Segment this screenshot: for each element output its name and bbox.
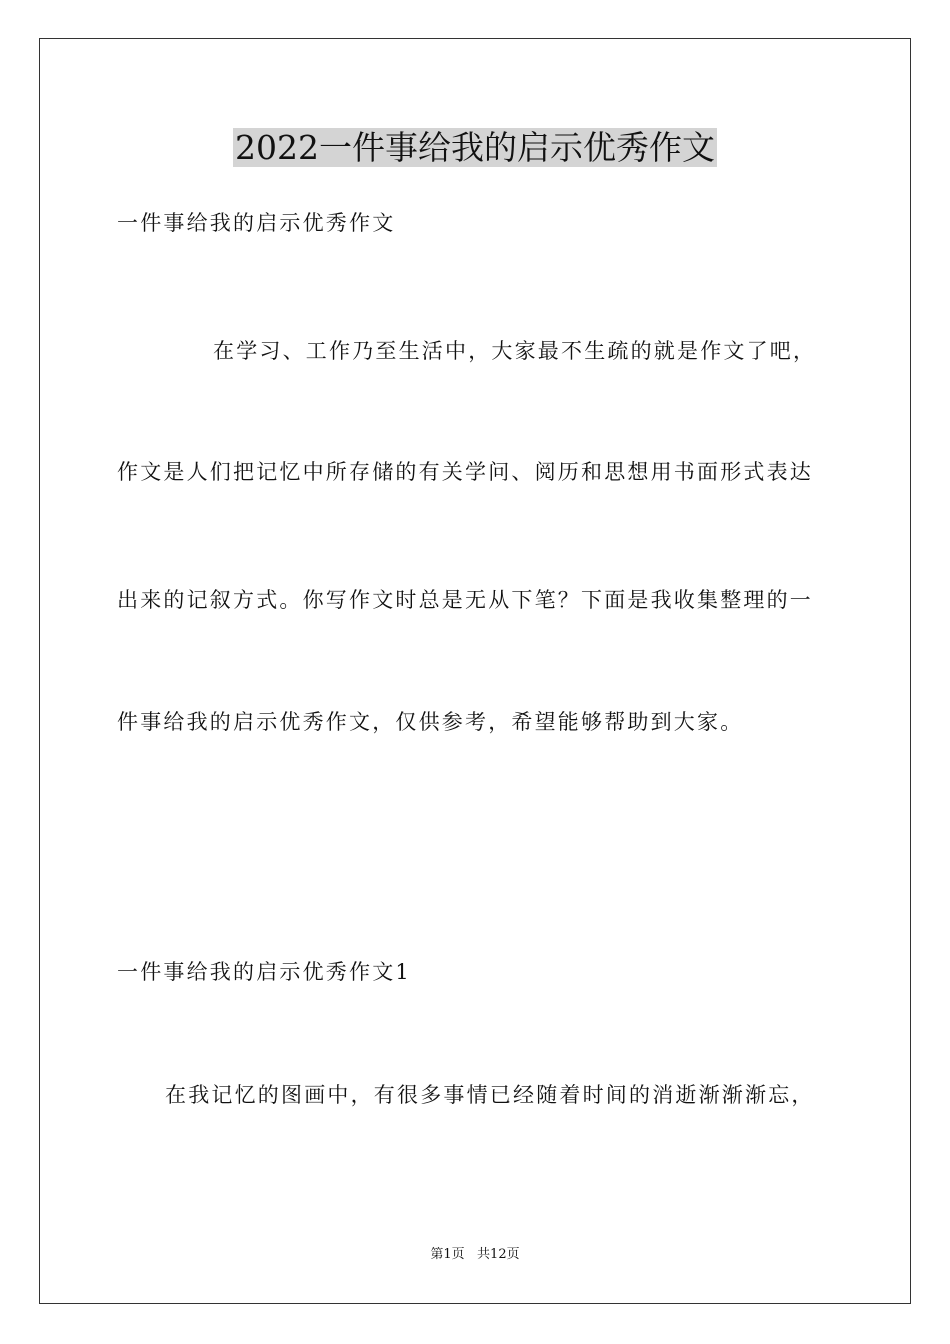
intro-line-4: 件事给我的启示优秀作文，仅供参考，希望能够帮助到大家。 [117,710,744,734]
intro-line-3: 出来的记叙方式。你写作文时总是无从下笔？下面是我收集整理的一 [117,588,813,612]
intro-line-1: 在学习、工作乃至生活中，大家最不生疏的就是作文了吧， [213,339,817,363]
document-title-text: 2022一件事给我的启示优秀作文 [235,128,715,167]
document-subtitle: 一件事给我的启示优秀作文 [117,211,396,235]
intro-line-2: 作文是人们把记忆中所存储的有关学问、阅历和思想用书面形式表达 [117,460,813,484]
section-heading: 一件事给我的启示优秀作文1 [117,960,411,984]
section-line-1: 在我记忆的图画中，有很多事情已经随着时间的消逝渐渐渐忘， [165,1083,815,1107]
document-title [0,126,950,170]
page-footer: 第1页 共12页 [430,1247,520,1262]
